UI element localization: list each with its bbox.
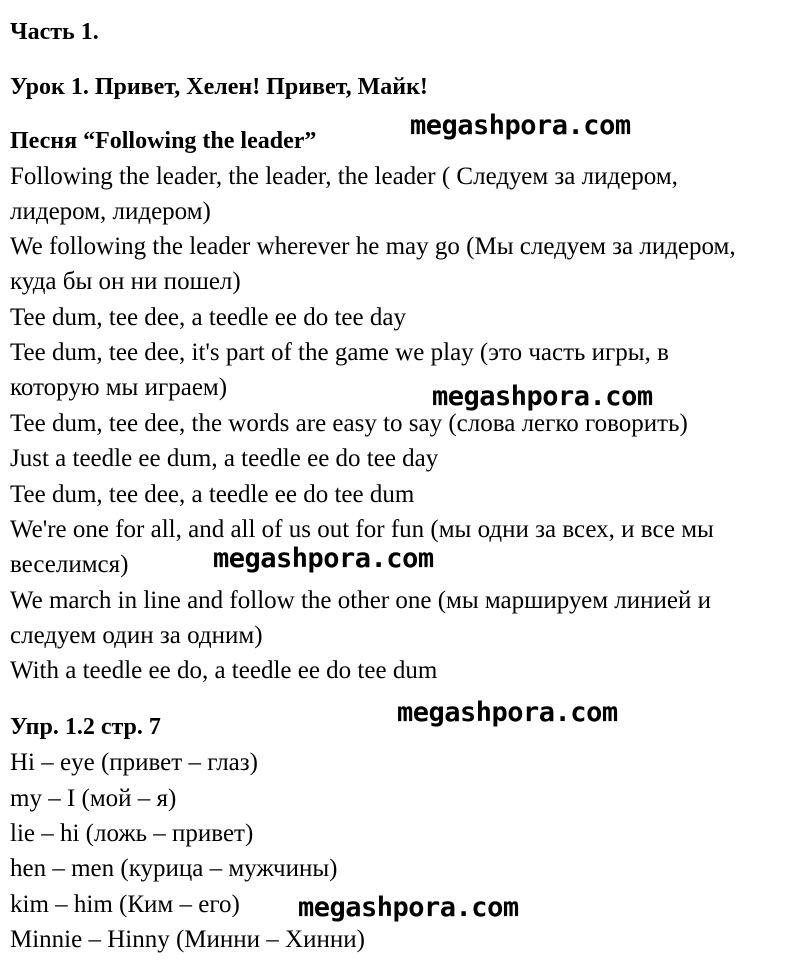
song-line: лидером, лидером)	[10, 198, 211, 225]
song-line: Tee dum, tee dee, a teedle ee do tee day	[10, 304, 406, 331]
song-line: We're one for all, and all of us out for fun (мы одни за всех, и все мы	[10, 516, 714, 543]
song-line: куда бы он ни пошел)	[10, 268, 241, 295]
exercise-line: Minnie – Hinny (Минни – Хинни)	[10, 926, 365, 953]
exercise-line: kim – him (Ким – его)	[10, 891, 240, 918]
song-line: следуем один за одним)	[10, 622, 263, 649]
watermark: megashpora.com	[397, 697, 618, 728]
watermark: megashpora.com	[298, 892, 519, 923]
exercise-line: my – I (мой – я)	[10, 785, 177, 812]
watermark: megashpora.com	[213, 543, 434, 574]
song-heading: Песня “Following the leader”	[10, 128, 317, 154]
song-line: которую мы играем)	[10, 374, 228, 401]
song-line: Following the leader, the leader, the leader ( Следуем за лидером,	[10, 163, 678, 190]
song-line: Tee dum, tee dee, it's part of the game we play (это часть игры, в	[10, 339, 669, 366]
song-line: We following the leader wherever he may go (Мы следуем за лидером,	[10, 233, 736, 260]
song-line: Tee dum, tee dee, a teedle ee do tee dum	[10, 481, 415, 508]
song-line: With a teedle ee do, a teedle ee do tee dum	[10, 657, 438, 684]
song-line: веселимся)	[10, 551, 129, 578]
exercise-line: Hi – eye (привет – глаз)	[10, 749, 258, 776]
song-line: We march in line and follow the other one (мы маршируем линией и	[10, 587, 712, 614]
song-line: Tee dum, tee dee, the words are easy to say (слова легко говорить)	[10, 410, 688, 437]
song-line: Just a teedle ee dum, a teedle ee do tee day	[10, 445, 439, 472]
exercise-heading: Упр. 1.2 стр. 7	[10, 714, 161, 740]
exercise-line: lie – hi (ложь – привет)	[10, 820, 254, 847]
lesson-heading: Урок 1. Привет, Хелен! Привет, Майк!	[10, 74, 428, 100]
watermark: megashpora.com	[410, 110, 631, 141]
exercise-line: hen – men (курица – мужчины)	[10, 855, 338, 882]
watermark: megashpora.com	[432, 381, 653, 412]
part-heading: Часть 1.	[10, 19, 99, 45]
